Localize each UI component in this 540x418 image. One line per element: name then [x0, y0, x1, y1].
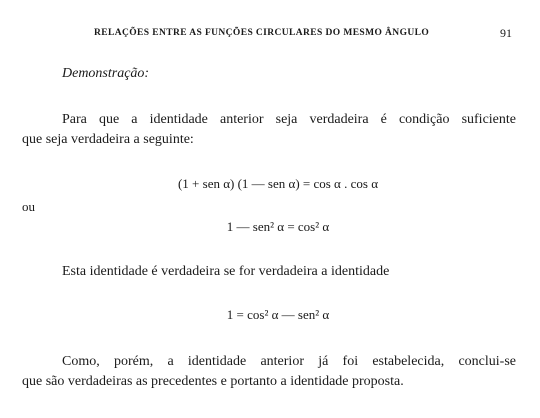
- paragraph-line: Esta identidade é verdadeira se for verdadeira a identidade: [62, 264, 390, 279]
- paragraph-condition: [22, 110, 516, 150]
- paragraph-conclusion: [22, 352, 516, 392]
- paragraph-line: que são verdadeiras as precedentes e portanto a identidade proposta.: [22, 374, 404, 389]
- paragraph-line: que seja verdadeira a seguinte:: [22, 132, 194, 147]
- equation-pythagorean: 1 — sen² α = cos² α: [226, 219, 330, 234]
- section-heading: Demonstração:: [62, 66, 150, 81]
- equation-product: (1 + sen α) (1 — sen α) = cos α . cos α: [177, 176, 379, 191]
- paragraph-line: Para que a identidade anterior seja verdadeira é condição suficiente: [62, 112, 516, 127]
- page-header: [80, 28, 520, 44]
- equation-identity: 1 = cos² α — sen² α: [226, 307, 330, 322]
- page-number: 91: [500, 26, 512, 40]
- paragraph-identity: [22, 262, 516, 282]
- connector-word: ou: [22, 199, 35, 214]
- paragraph-line: Como, porém, a identidade anterior já foi estabelecida, conclui-se: [62, 354, 516, 369]
- running-title: RELAÇÕES ENTRE AS FUNÇÕES CIRCULARES DO MESMO ÂNGULO: [94, 28, 430, 38]
